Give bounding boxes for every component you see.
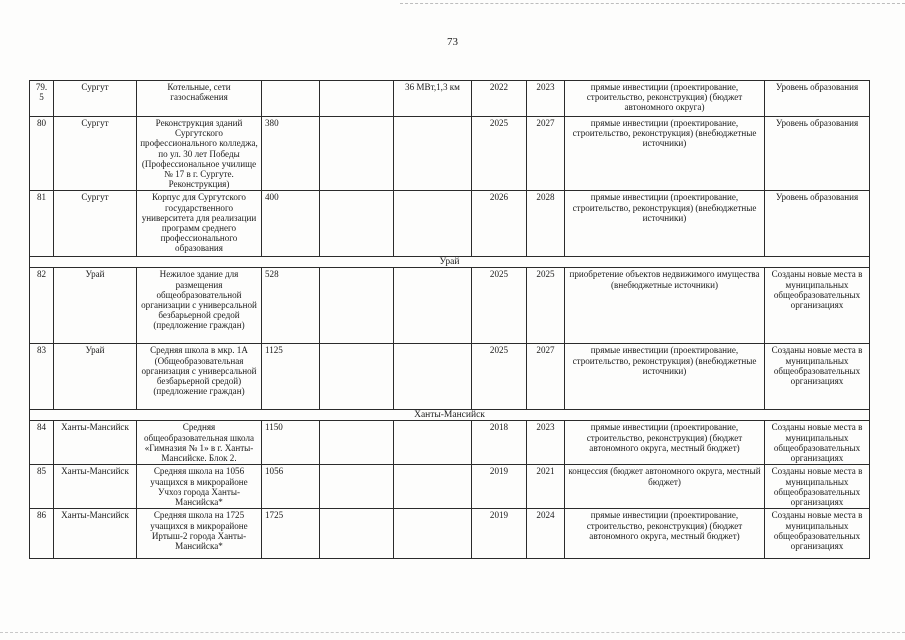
empty-cell	[320, 344, 394, 410]
section-row-urai	[30, 257, 870, 268]
scan-artifact-bottom	[0, 632, 905, 634]
row-number: 83	[30, 344, 54, 410]
end-year-cell: 2028	[527, 191, 565, 257]
table-row	[30, 344, 870, 410]
section-title: Ханты-Мансийск	[30, 410, 870, 421]
result-cell: Созданы новые места в муниципальных общеобразовательных организациях	[765, 421, 870, 465]
end-year-cell: 2023	[527, 421, 565, 465]
empty-cell	[394, 191, 472, 257]
empty-cell	[394, 509, 472, 559]
empty-cell	[394, 421, 472, 465]
power-cell: 36 МВт,1,3 км	[394, 81, 472, 117]
start-year-cell: 2025	[472, 268, 527, 344]
table-row	[30, 421, 870, 465]
funding-source-cell: приобретение объектов недвижимого имущества (внебюджетные источники)	[565, 268, 765, 344]
end-year-cell: 2023	[527, 81, 565, 117]
end-year-cell: 2027	[527, 344, 565, 410]
result-cell: Уровень образования	[765, 117, 870, 191]
result-cell: Созданы новые места в муниципальных общеобразовательных организациях	[765, 344, 870, 410]
section-row-khanty-mansiysk	[30, 410, 870, 421]
empty-cell	[320, 421, 394, 465]
empty-cell	[320, 81, 394, 117]
row-number: 86	[30, 509, 54, 559]
page-number: 73	[447, 36, 458, 48]
result-cell: Уровень образования	[765, 81, 870, 117]
empty-cell	[320, 465, 394, 509]
row-number: 84	[30, 421, 54, 465]
city-cell: Сургут	[54, 81, 137, 117]
funding-source-cell: концессия (бюджет автономного округа, местный бюджет)	[565, 465, 765, 509]
capacity-cell: 1056	[262, 465, 320, 509]
empty-cell	[394, 465, 472, 509]
object-cell: Корпус для Сургутского государственного университета для реализации программ среднего профессионального образования	[137, 191, 262, 257]
capacity-cell: 380	[262, 117, 320, 191]
start-year-cell: 2026	[472, 191, 527, 257]
row-number: 79. 5	[30, 81, 54, 117]
start-year-cell: 2025	[472, 344, 527, 410]
object-cell: Средняя школа в мкр. 1А (Общеобразовательная организация с универсальной безбарьерной средой) (предложение граждан)	[137, 344, 262, 410]
capacity-cell: 1150	[262, 421, 320, 465]
row-number: 81	[30, 191, 54, 257]
empty-cell	[394, 117, 472, 191]
empty-cell	[394, 268, 472, 344]
result-cell: Созданы новые места в муниципальных общеобразовательных организациях	[765, 268, 870, 344]
funding-source-cell: прямые инвестиции (проектирование, строительство, реконструкция) (бюджет автономного округа, местный бюджет)	[565, 509, 765, 559]
result-cell: Уровень образования	[765, 191, 870, 257]
start-year-cell: 2019	[472, 465, 527, 509]
empty-cell	[320, 268, 394, 344]
result-cell: Созданы новые места в муниципальных общеобразовательных организациях	[765, 465, 870, 509]
city-cell: Ханты-Мансийск	[54, 509, 137, 559]
funding-source-cell: прямые инвестиции (проектирование, строительство, реконструкция) (бюджет автономного округа)	[565, 81, 765, 117]
empty-cell	[320, 117, 394, 191]
table-row	[30, 191, 870, 257]
object-cell: Средняя школа на 1056 учащихся в микрорайоне Учхоз города Ханты-Мансийска*	[137, 465, 262, 509]
funding-source-cell: прямые инвестиции (проектирование, строительство, реконструкция) (внебюджетные источники)	[565, 117, 765, 191]
table-row	[30, 117, 870, 191]
empty-cell	[320, 191, 394, 257]
object-cell: Нежилое здание для размещения общеобразовательной организации с универсальной безбарьерной средой (предложение граждан)	[137, 268, 262, 344]
start-year-cell: 2025	[472, 117, 527, 191]
city-cell: Урай	[54, 268, 137, 344]
funding-source-cell: прямые инвестиции (проектирование, строительство, реконструкция) (внебюджетные источники)	[565, 344, 765, 410]
empty-cell	[394, 344, 472, 410]
end-year-cell: 2027	[527, 117, 565, 191]
row-number: 85	[30, 465, 54, 509]
scan-artifact-top	[400, 3, 905, 5]
object-cell: Реконструкция зданий Сургутского профессионального колледжа, по ул. 30 лет Победы (Профессиональное училище № 17 в г. Сургуте. Реконструкция)	[137, 117, 262, 191]
start-year-cell: 2018	[472, 421, 527, 465]
investment-table	[29, 80, 870, 559]
table-row	[30, 509, 870, 559]
city-cell: Ханты-Мансийск	[54, 465, 137, 509]
end-year-cell: 2025	[527, 268, 565, 344]
start-year-cell: 2022	[472, 81, 527, 117]
city-cell: Ханты-Мансийск	[54, 421, 137, 465]
capacity-cell: 400	[262, 191, 320, 257]
capacity-cell: 1725	[262, 509, 320, 559]
funding-source-cell: прямые инвестиции (проектирование, строительство, реконструкция) (внебюджетные источники)	[565, 191, 765, 257]
section-title: Урай	[30, 257, 870, 268]
empty-cell	[320, 509, 394, 559]
capacity-cell: 1125	[262, 344, 320, 410]
funding-source-cell: прямые инвестиции (проектирование, строительство, реконструкция) (бюджет автономного округа, местный бюджет)	[565, 421, 765, 465]
end-year-cell: 2021	[527, 465, 565, 509]
start-year-cell: 2019	[472, 509, 527, 559]
object-cell: Средняя общеобразовательная школа «Гимназия № 1» в г. Ханты-Мансийске. Блок 2.	[137, 421, 262, 465]
table-row	[30, 81, 870, 117]
row-number: 80	[30, 117, 54, 191]
result-cell: Созданы новые места в муниципальных общеобразовательных организациях	[765, 509, 870, 559]
capacity-cell: 528	[262, 268, 320, 344]
capacity-cell	[262, 81, 320, 117]
city-cell: Сургут	[54, 191, 137, 257]
table-row	[30, 268, 870, 344]
row-number: 82	[30, 268, 54, 344]
end-year-cell: 2024	[527, 509, 565, 559]
table-row	[30, 465, 870, 509]
object-cell: Котельные, сети газоснабжения	[137, 81, 262, 117]
object-cell: Средняя школа на 1725 учащихся в микрорайоне Иртыш-2 города Ханты-Мансийска*	[137, 509, 262, 559]
city-cell: Урай	[54, 344, 137, 410]
city-cell: Сургут	[54, 117, 137, 191]
